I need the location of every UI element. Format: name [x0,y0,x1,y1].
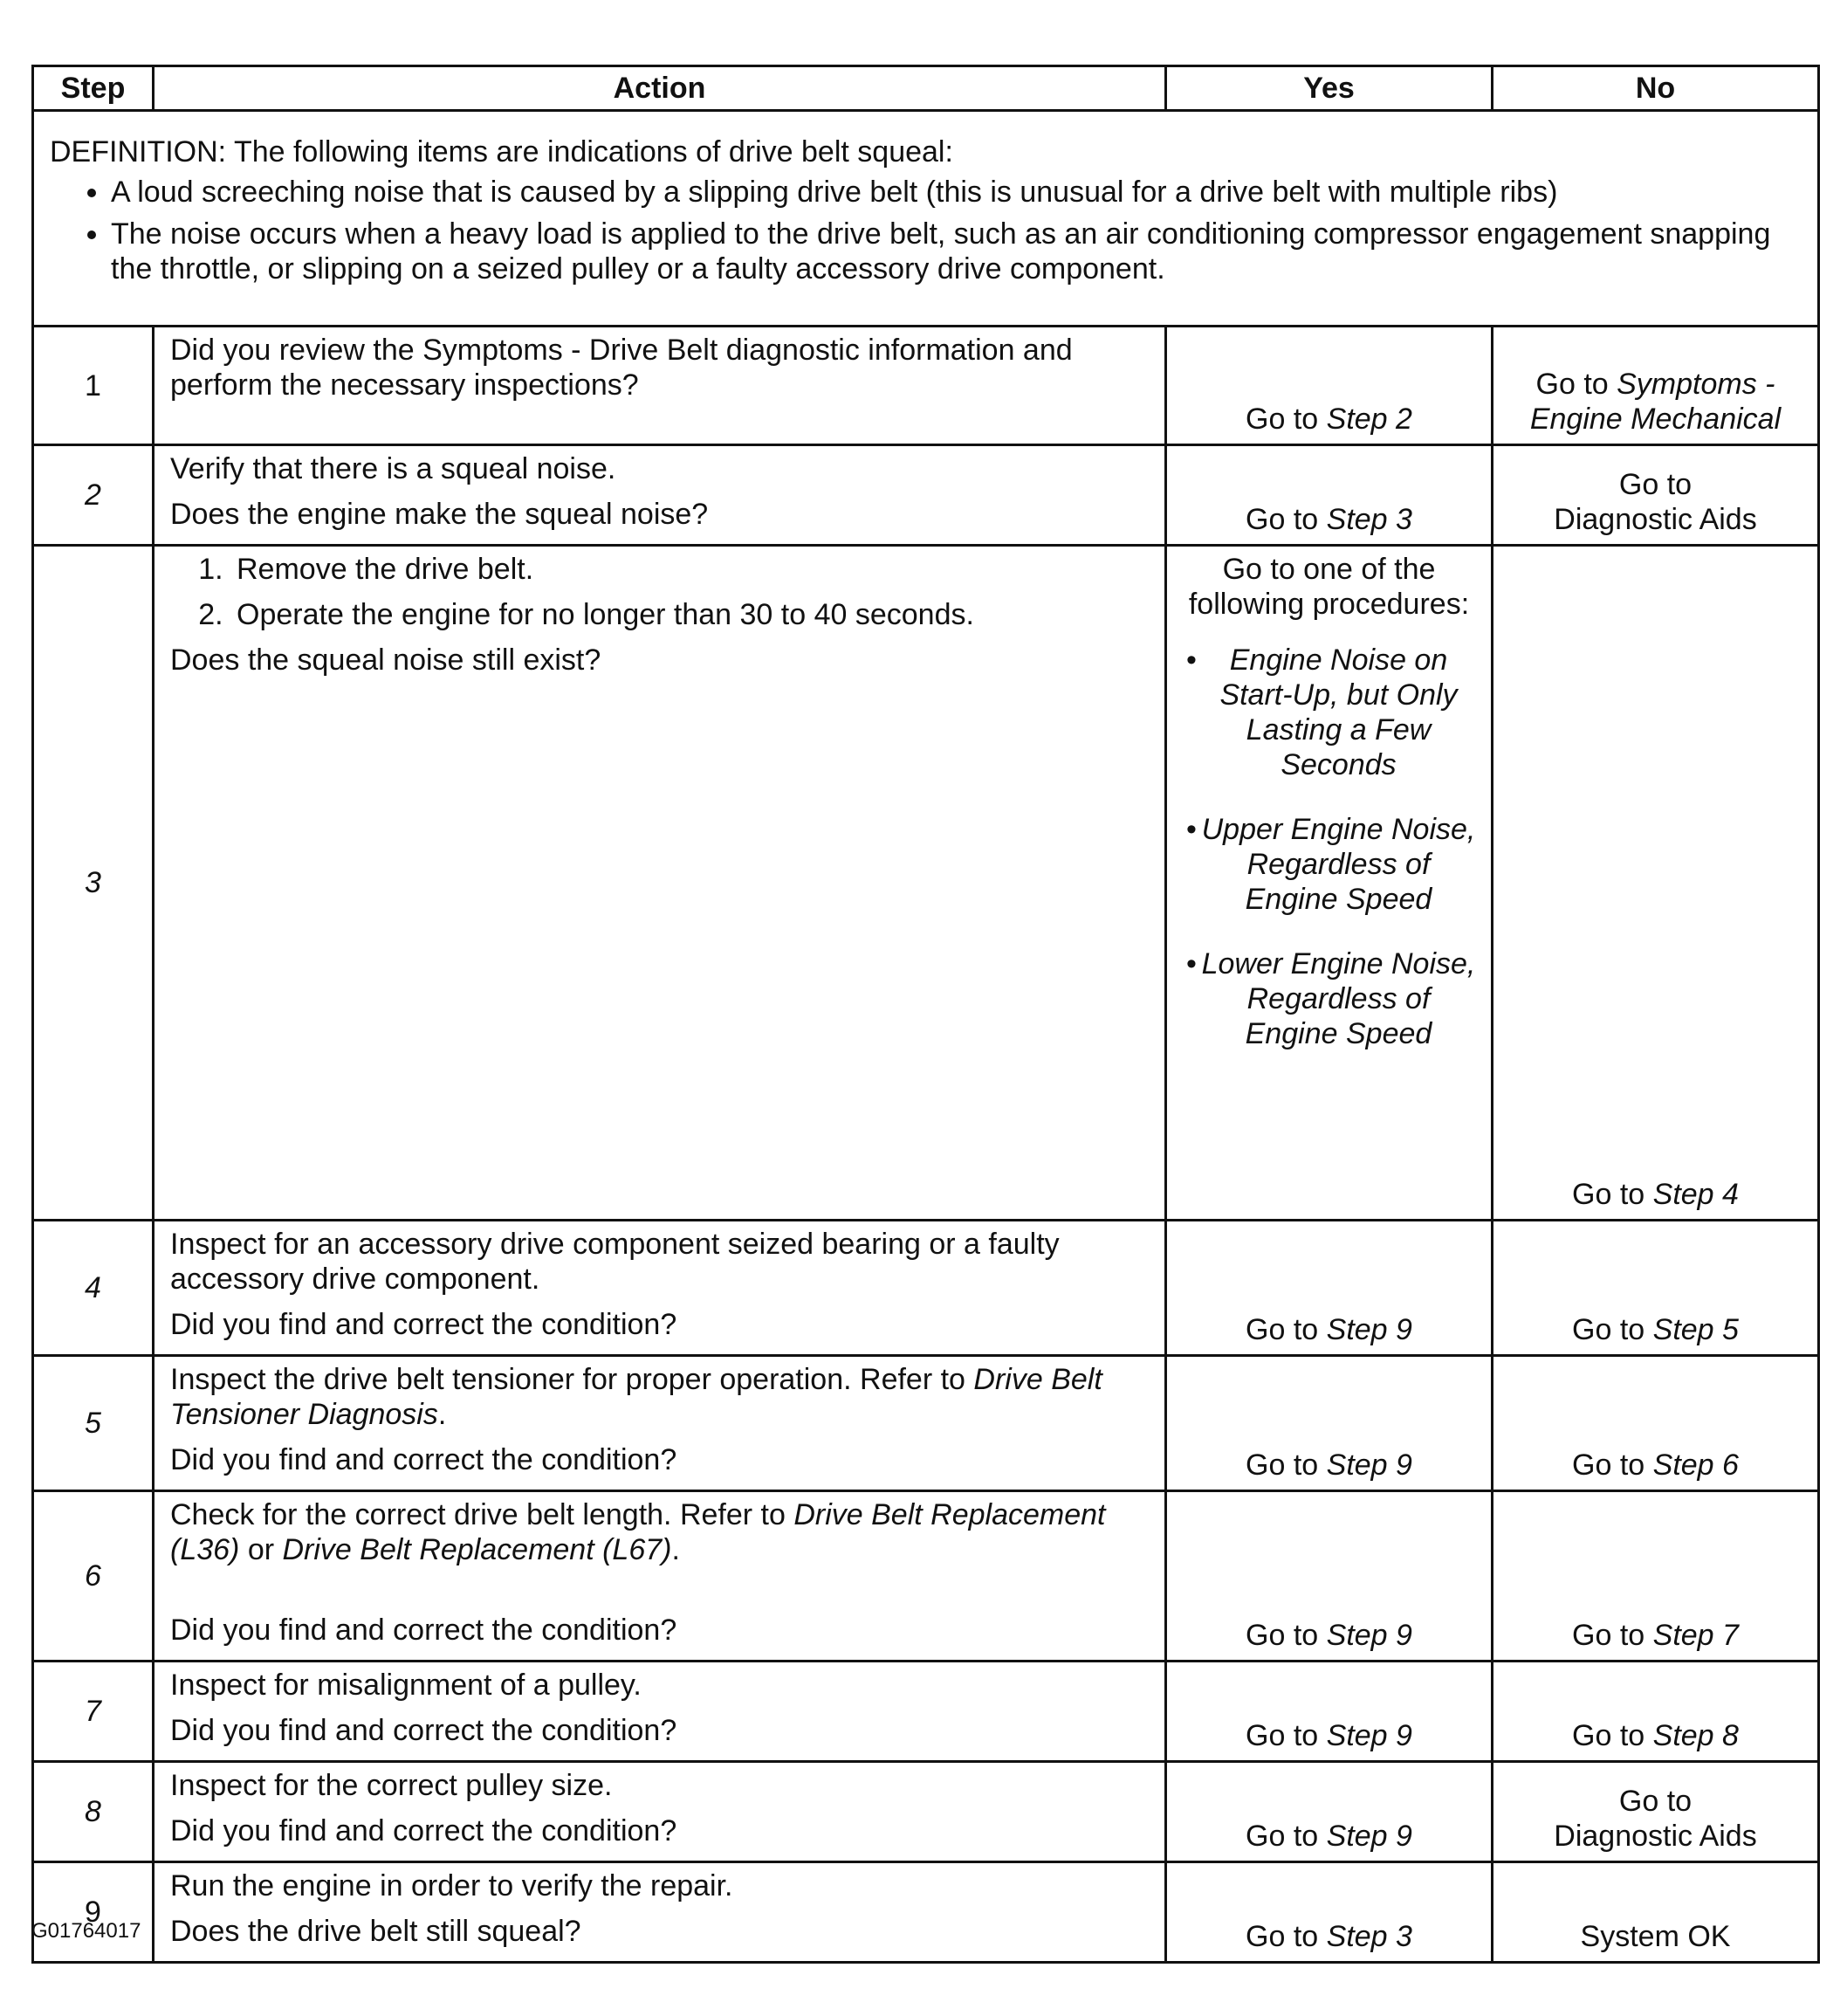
yes-cell [1166,445,1493,546]
header-action: Action [154,66,1166,111]
step-number: 1 [33,327,154,445]
table-row-step-5 [33,1356,1819,1491]
action-text: Inspect for an accessory drive component seized bearing or a faulty accessory drive component. [170,1228,1060,1296]
definition-intro: DEFINITION: The following items are indications of drive belt squeal: [50,135,953,169]
yes-step-link[interactable]: Step 9 [1326,1313,1412,1346]
action-cell [154,1862,1166,1963]
action-cell [154,1762,1166,1862]
yes-intro: Go to one of the following procedures: [1188,553,1470,621]
action-text: Inspect for misalignment of a pulley. [170,1669,642,1702]
no-cell [1493,1356,1819,1491]
action-cell [154,1221,1166,1356]
action-cell [154,327,1166,445]
yes-step-link[interactable]: Step 9 [1326,1820,1412,1853]
definition-cell [33,111,1819,327]
yes-step-link[interactable]: Step 2 [1326,403,1412,436]
no-prefix: Go to [1572,1719,1653,1752]
action-question: Does the squeal noise still exist? [170,643,601,677]
header-row [33,66,1819,111]
no-prefix: Go to [1572,1178,1653,1211]
reference-link[interactable]: Drive Belt Replacement (L36) [170,1498,1106,1566]
yes-prefix: Go to [1246,1920,1327,1953]
reference-link[interactable]: Drive Belt Replacement (L67) [282,1533,672,1566]
step-number: 6 [33,1491,154,1662]
no-cell [1493,1221,1819,1356]
step-number: 4 [33,1221,154,1356]
action-cell [154,1491,1166,1662]
no-prefix: Go to [1535,368,1617,401]
definition-row [33,111,1819,327]
no-step-link[interactable]: Step 6 [1652,1448,1739,1482]
step-number: 5 [33,1356,154,1491]
header-yes: Yes [1166,66,1493,111]
header-no: No [1493,66,1819,111]
action-text [170,1362,1150,1432]
yes-prefix: Go to [1246,403,1327,436]
table-row-step-1 [33,327,1819,445]
table-row-step-8 [33,1762,1819,1862]
action-question: Did you find and correct the condition? [170,1443,677,1476]
step-number: 2 [33,445,154,546]
action-step-item: 2. Operate the engine for no longer than 30 to 40 seconds. [231,597,1150,632]
no-step-link[interactable]: Step 5 [1652,1313,1739,1346]
table-row-step-3 [33,546,1819,1221]
yes-cell [1166,1221,1493,1356]
yes-step-link[interactable]: Step 9 [1326,1719,1412,1752]
no-prefix: Go to [1618,468,1693,501]
no-step-link[interactable]: Step 7 [1652,1619,1739,1652]
action-question: Did you find and correct the condition? [170,1613,677,1647]
definition-bullet: • The noise occurs when a heavy load is applied to the drive belt, such as an air conditioning compressor engagement snapping the throttle, or slipping on a seized pulley or a faulty accessory drive component. [111,217,1800,286]
action-text [170,1497,1150,1567]
drive-belt-squeal-diagnosis-table [31,65,1820,1964]
action-question: Did you find and correct the condition? [170,1814,677,1847]
yes-step-link[interactable]: Step 9 [1326,1448,1412,1482]
yes-cell [1166,1762,1493,1862]
no-cell [1493,445,1819,546]
action-question: Does the drive belt still squeal? [170,1915,581,1948]
action-question: Did you find and correct the condition? [170,1714,677,1747]
yes-prefix: Go to [1246,1820,1327,1853]
no-cell [1493,1862,1819,1963]
no-step-link[interactable]: Step 4 [1652,1178,1739,1211]
figure-id: G01764017 [31,1919,141,1943]
reference-link[interactable]: Drive Belt Tensioner Diagnosis [170,1363,1102,1431]
action-text: Inspect for the correct pulley size. [170,1769,613,1802]
yes-prefix: Go to [1246,1619,1327,1652]
action-question: Does the engine make the squeal noise? [170,498,709,531]
yes-step-link[interactable]: Step 3 [1326,1920,1412,1953]
no-step-link[interactable]: Diagnostic Aids [1554,503,1757,536]
action-text-part: Check for the correct drive belt length. Refer to [170,1498,794,1531]
action-cell [154,1662,1166,1762]
step-number: 9 [33,1862,154,1963]
no-step-link[interactable]: Symptoms - Engine Mechanical [1529,368,1782,436]
yes-cell [1166,1491,1493,1662]
no-prefix: Go to [1572,1313,1653,1346]
step-number: 8 [33,1762,154,1862]
action-cell [154,1356,1166,1491]
row-spacer [170,1578,1150,1613]
yes-prefix: Go to [1246,1313,1327,1346]
table-row-step-2 [33,445,1819,546]
yes-prefix: Go to [1246,503,1327,536]
action-text: Did you review the Symptoms - Drive Belt diagnostic information and perform the necessary inspections? [170,334,1073,402]
action-text: Run the engine in order to verify the repair. [170,1869,733,1902]
action-text-part: . [671,1533,680,1566]
no-prefix: Go to [1618,1785,1693,1818]
no-cell [1493,327,1819,445]
step-number: 7 [33,1662,154,1762]
table-row-step-6 [33,1491,1819,1662]
action-text-part: or [239,1533,283,1566]
action-cell [154,445,1166,546]
no-cell [1493,1762,1819,1862]
yes-cell [1166,1356,1493,1491]
table-row-step-4 [33,1221,1819,1356]
action-text: Verify that there is a squeal noise. [170,452,616,485]
no-cell [1493,1491,1819,1662]
action-steps-list [170,552,1150,632]
yes-cell [1166,1862,1493,1963]
table-row-step-9 [33,1862,1819,1963]
no-step-link[interactable]: Step 8 [1652,1719,1739,1752]
procedure-link[interactable]: • Upper Engine Noise, Regardless of Engine Speed [1179,812,1479,917]
action-question: Did you find and correct the condition? [170,1308,677,1341]
yes-step-link[interactable]: Step 9 [1326,1619,1412,1652]
no-result: System OK [1580,1920,1731,1953]
no-prefix: Go to [1572,1448,1653,1482]
yes-prefix: Go to [1246,1719,1327,1752]
action-text-part: . [437,1398,447,1431]
step-number: 3 [33,546,154,1221]
diagnostic-table-sheet [31,65,1817,1964]
yes-step-link[interactable]: Step 3 [1326,503,1412,536]
procedure-list [1179,643,1479,1051]
no-prefix: Go to [1572,1619,1653,1652]
no-cell [1493,546,1819,1221]
procedure-link[interactable]: • Lower Engine Noise, Regardless of Engine Speed [1179,946,1479,1051]
yes-cell [1166,327,1493,445]
no-step-link[interactable]: Diagnostic Aids [1554,1820,1757,1853]
yes-prefix: Go to [1246,1448,1327,1482]
yes-cell [1166,1662,1493,1762]
action-cell [154,546,1166,1221]
action-step-item: 1. Remove the drive belt. [231,552,1150,587]
yes-cell [1166,546,1493,1221]
table-row-step-7 [33,1662,1819,1762]
procedure-link[interactable]: • Engine Noise on Start-Up, but Only Lasting a Few Seconds [1179,643,1479,782]
no-cell [1493,1662,1819,1762]
header-step: Step [33,66,154,111]
action-text-part: Inspect the drive belt tensioner for proper operation. Refer to [170,1363,974,1396]
definition-bullet: • A loud screeching noise that is caused by a slipping drive belt (this is unusual for a drive belt with multiple ribs) [111,175,1800,210]
definition-list [50,175,1800,286]
